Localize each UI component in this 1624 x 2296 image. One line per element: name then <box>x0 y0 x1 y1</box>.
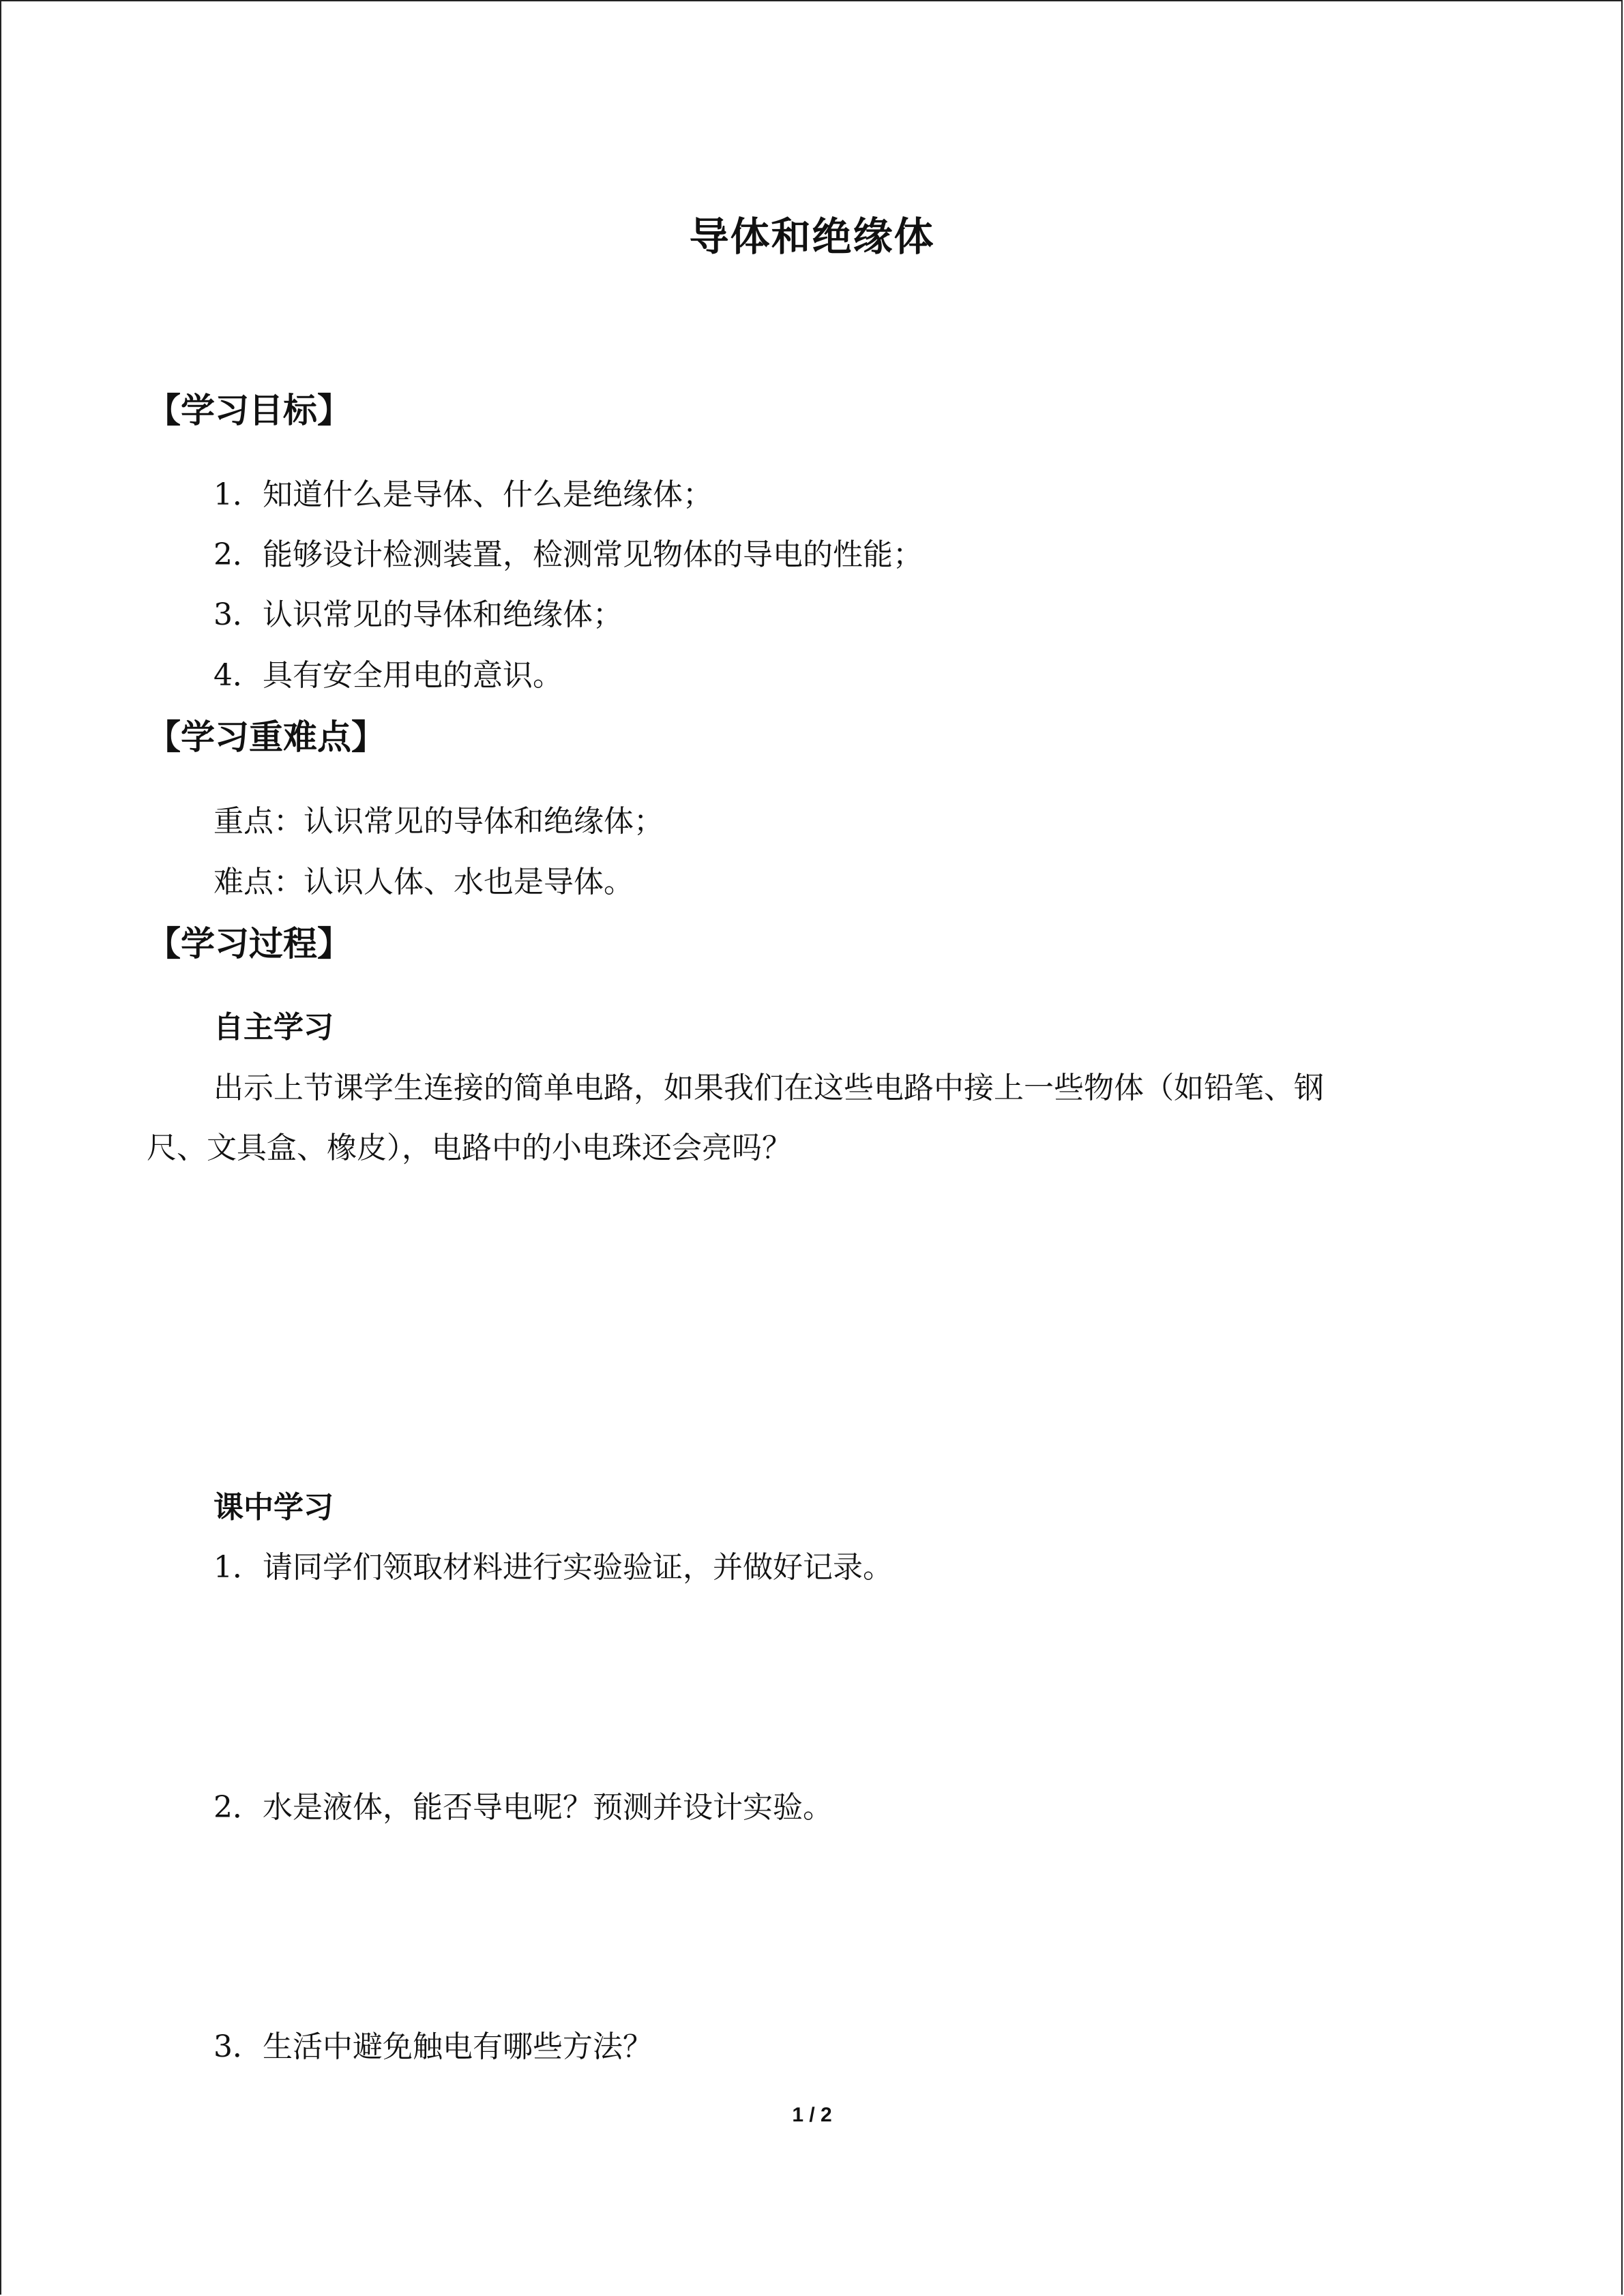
section-heading-objectives: 【学习目标】 <box>147 391 351 430</box>
subheading-class-study: 课中学习 <box>213 1490 334 1525</box>
class-study-item-3: 3．生活中避免触电有哪些方法？ <box>213 2029 653 2064</box>
class-study-item-1: 1．请同学们领取材料进行实验验证，并做好记录。 <box>213 1550 893 1585</box>
section-heading-key-points: 【学习重难点】 <box>147 717 385 757</box>
document-title: 导体和绝缘体 <box>689 213 935 260</box>
difficult-point-item: 难点：认识人体、水也是导体。 <box>213 865 634 899</box>
self-study-paragraph-line-2: 尺、文具盒、橡皮），电路中的小电珠还会亮吗？ <box>147 1131 792 1165</box>
objective-item-3: 3．认识常见的导体和绝缘体； <box>213 597 623 632</box>
objective-item-1: 1．知道什么是导体、什么是绝缘体； <box>213 477 713 512</box>
key-point-item: 重点：认识常见的导体和绝缘体； <box>213 804 664 839</box>
page-number: 1 / 2 <box>792 2104 832 2126</box>
objective-item-2: 2．能够设计检测装置，检测常见物体的导电的性能； <box>213 537 923 572</box>
class-study-item-2: 2．水是液体，能否导电呢？预测并设计实验。 <box>213 1790 833 1825</box>
subheading-self-study: 自主学习 <box>213 1010 334 1045</box>
self-study-paragraph-line-1: 出示上节课学生连接的简单电路，如果我们在这些电路中接上一些物体（如铅笔、钢 <box>213 1071 1324 1105</box>
section-heading-process: 【学习过程】 <box>147 924 351 964</box>
objective-item-4: 4．具有安全用电的意识。 <box>213 658 563 693</box>
